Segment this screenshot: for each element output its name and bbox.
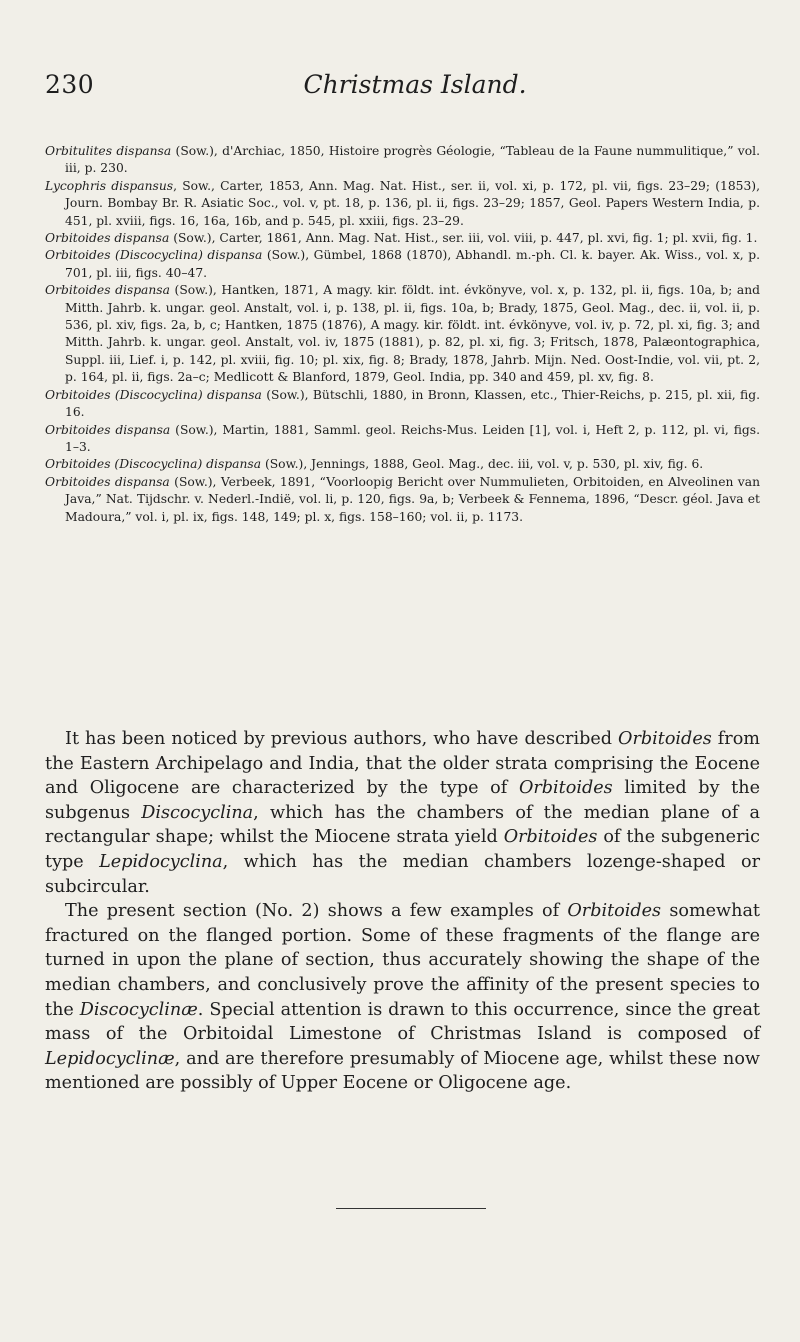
paragraph [45,899,760,1096]
reference-taxon: Orbitoides dispansa [45,474,170,489]
text-run: , which has the chambers of the median plane of a rectangular shape; whilst the Miocene strata yield [45,802,760,848]
reference-taxon: Orbitoides dispansa [45,231,170,246]
italic-term: Discocyclinæ [79,999,198,1020]
italic-term: Orbitoides [567,901,662,922]
reference-entry [45,178,760,230]
page-header [45,70,755,110]
reference-citation: , Sow., Carter, 1853, Ann. Mag. Nat. Hist., ser. ii, vol. xi, p. 172, pl. vii, figs. 23–29; (1853), Journ. Bombay Br. R. Asiatic Soc., vol. v, pt. 18, p. 136, pl. ii, figs. 23–29; 1857, Geol. Papers Western India, p. 451, pl. xviii, figs. 16, 16a, 16b, and p. 545, pl. xxiii, figs. 23–29. [65,178,760,228]
reference-taxon: Orbitulites dispansa [45,144,172,158]
reference-entry [45,422,760,457]
paragraph [45,727,760,899]
italic-term: Orbitoides [503,827,598,848]
reference-entry [45,230,760,247]
reference-entry [45,143,760,178]
text-run: , and are therefore presumably of Miocene age, whilst these now mentioned are possibly of Upper Eocene or Oligocene age. [45,1048,760,1094]
reference-taxon: Orbitoides dispansa [45,422,171,437]
text-run: from the Eastern Archipelago and India, that the older strata comprising the Eocene and Oligocene are characterized by the type of [45,729,760,799]
reference-citation: (Sow.), Martin, 1881, Samml. geol. Reichs-Mus. Leiden [1], vol. i, Heft 2, p. 112, pl. vi, figs. 1–3. [65,422,760,454]
text-run: It has been noticed by previous authors, who have described [65,729,619,749]
italic-term: Lepidocyclinæ [45,1048,175,1069]
reference-citation: (Sow.), Jennings, 1888, Geol. Mag., dec. iii, vol. v, p. 530, pl. xiv, fig. 6. [261,457,704,472]
reference-citation: (Sow.), Carter, 1861, Ann. Mag. Nat. Hist., ser. iii, vol. viii, p. 447, pl. xvi, fig. 1; pl. xvii, fig. 1. [169,231,758,246]
italic-term: Orbitoides [618,729,712,749]
text-run: limited by the subgenus [45,778,760,823]
reference-citation: (Sow.), Hantken, 1871, A magy. kir. földt. int. évkönyve, vol. x, p. 132, pl. ii, figs. 10a, b; and Mitth. Jahrb. k. ungar. geol. Anstalt, vol. i, p. 138, pl. ii, figs. 10a, b; Brady, 1875, Geol. Mag., dec. ii, vol. ii, p. 536, pl. xiv, figs. 2a, b, c; Hantken, 1875 (1876), A magy. kir. földt. int. évkönyve, vol. iv, p. 72, pl. xi, fig. 3; and Mitth. Jahrb. k. ungar. geol. Anstalt, vol. iv, 1875 (1881), p. 82, pl. xi, fig. 3; Fritsch, 1878, Palæontographica, Suppl. iii, Lief. i, p. 142, pl. xviii, fig. 10; pl. xix, fig. 8; Brady, 1878, Jahrb. Mijn. Ned. Oost-Indie, vol. vii, pt. 2, p. 164, pl. ii, figs. 2a–c; Medlicott & Blanford, 1879, Geol. India, pp. 340 and 459, pl. xv, fig. 8. [65,283,760,385]
reference-entry [45,456,760,473]
reference-citation: (Sow.), d'Archiac, 1850, Histoire progrès Géologie, “Tableau de la Faune nummulitique,” vol. iii, p. 230. [65,144,760,176]
text-run: The present section (No. 2) shows a few examples of [65,901,568,922]
reference-entry [45,282,760,386]
synonymy-list [45,143,760,526]
reference-taxon: Orbitoides (Discocyclina) dispansa [45,457,262,472]
reference-taxon: Lycophris dispansus [45,178,174,193]
italic-term: Orbitoides [518,778,613,799]
reference-citation: (Sow.), Gümbel, 1868 (1870), Abhandl. m.-ph. Cl. k. bayer. Ak. Wiss., vol. x, p. 701, pl. iii, figs. 40–47. [65,248,761,280]
italic-term: Discocyclina [141,802,254,823]
reference-taxon: Orbitoides (Discocyclina) dispansa [45,387,262,402]
text-run: , which has the median chambers lozenge-shaped or subcircular. [45,851,760,897]
reference-entry [45,387,760,422]
section-end-rule [336,1208,486,1209]
text-run: of the subgeneric type [45,827,760,872]
reference-entry [45,247,760,282]
reference-citation: (Sow.), Bütschli, 1880, in Bronn, Klassen, etc., Thier-Reichs, p. 215, pl. xii, fig. 16. [65,387,761,420]
text-run: . Special attention is drawn to this occurrence, since the great mass of the Orbitoidal Limestone of Christmas Island is composed of [45,999,760,1045]
reference-entry [45,474,760,526]
page-number: 230 [45,70,95,99]
reference-taxon: Orbitoides (Discocyclina) dispansa [45,248,263,263]
running-head: Christmas Island. [303,70,527,99]
reference-taxon: Orbitoides dispansa [45,283,170,298]
reference-citation: (Sow.), Verbeek, 1891, “Voorloopig Bericht over Nummulieten, Orbitoiden, en Alveolinen van Java,” Nat. Tijdschr. v. Nederl.-Indië, vol. li, p. 120, figs. 9a, b; Verbeek & Fennema, 1896, “Descr. géol. Java et Madoura,” vol. i, pl. ix, figs. 148, 149; pl. x, figs. 158–160; vol. ii, p. 1173. [65,474,760,524]
italic-term: Lepidocyclina [99,851,223,872]
text-run: somewhat fractured on the flanged portion. Some of these fragments of the flange are turned in upon the plane of section, thus accurately showing the shape of the median chambers, and conclusively prove the affinity of the present species to the [45,901,761,1020]
body-text [45,727,760,1096]
